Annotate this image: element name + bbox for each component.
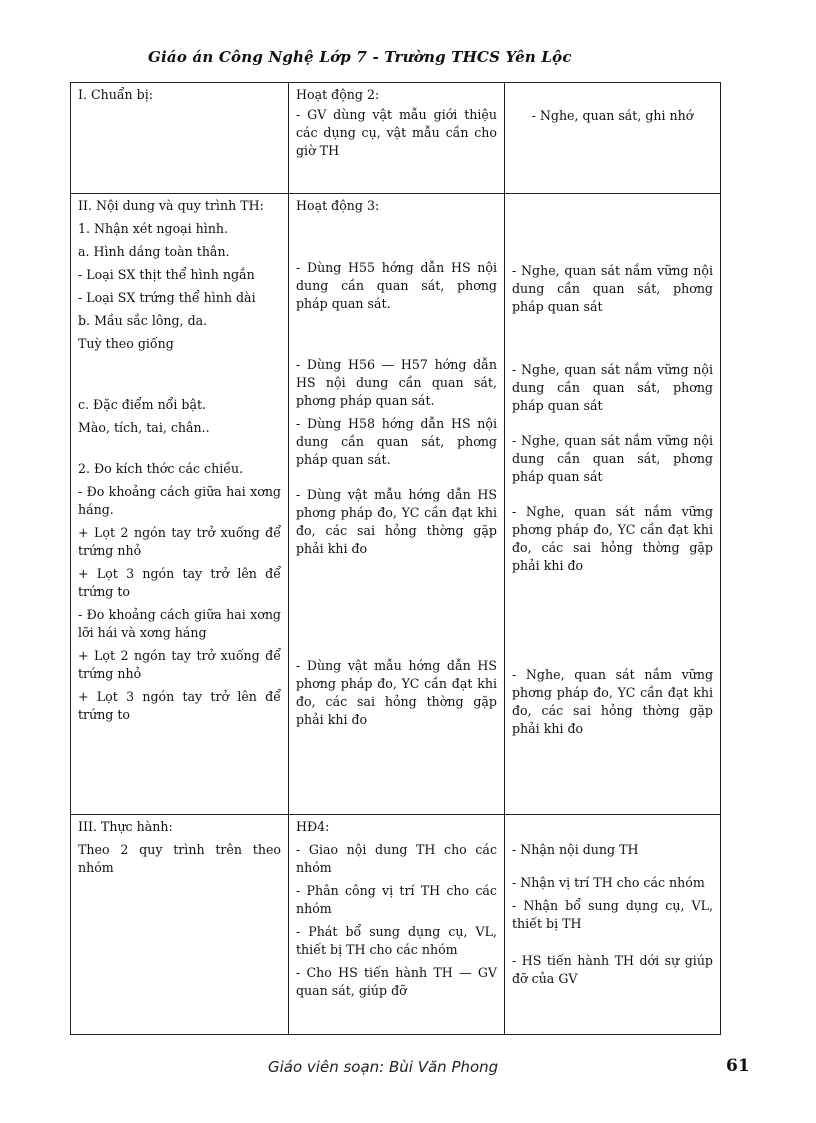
cell-text: c. Đặc điểm nổi bật. [78,397,207,412]
cell-text: I. Chuẩn bị: [78,87,154,102]
table-cell [505,194,721,815]
table-cell [71,815,289,1035]
cell-text: + Lọt 3 ngón tay trở lên để trứng to [78,689,281,722]
cell-text: - Cho HS tiến hành TH — GV quan sát, giúp đỡ [296,965,497,998]
table-cell [289,815,505,1035]
cell-text: - Nhận bổ sung dụng cụ, VL, thiết bị TH [512,898,713,931]
cell-text: a. Hình dáng toàn thân. [78,244,230,259]
page-number: 61 [726,1056,750,1076]
cell-text: - Phát bổ sung dụng cụ, VL, thiết bị TH cho các nhóm [296,924,497,957]
table-cell [71,83,289,194]
cell-text: - Nghe, quan sát nắm vững nội dung cần quan sát, phơng pháp quan sát [512,362,713,413]
cell-text: + Lọt 2 ngón tay trở xuống để trứng nhỏ [78,525,281,558]
cell-text: - Nhận vị trí TH cho các nhóm [512,875,705,890]
table-cell [289,83,505,194]
cell-text: - Loại SX thịt thể hình ngắn [78,267,255,282]
cell-text: - Đo khoảng cách giữa hai xơng háng. [78,484,281,517]
table-cell [71,194,289,815]
cell-text: - Nghe, quan sát nắm vững phơng pháp đo, YC cần đạt khi đo, các sai hỏng thờng gặp phải khi đo [512,667,713,736]
cell-text: - Nghe, quan sát nắm vững nội dung cần quan sát, phơng pháp quan sát [512,263,713,314]
lesson-table [70,82,721,1035]
cell-text: - Nhận nội dung TH [512,842,639,857]
cell-text: Hoạt động 2: [296,87,380,102]
cell-text: - Đo khoảng cách giữa hai xơng lỡi hái và xơng háng [78,607,281,640]
table-row [71,815,721,1035]
cell-text: HĐ4: [296,819,330,834]
cell-text: b. Mầu sắc lông, da. [78,313,208,328]
table-row [71,83,721,194]
cell-text: - Dùng H55 hớng dẫn HS nội dung cần quan sát, phơng pháp quan sát. [296,260,497,311]
table-cell [505,83,721,194]
table-cell [289,194,505,815]
cell-text: 1. Nhận xét ngoại hình. [78,221,229,236]
cell-text: - Giao nội dung TH cho các nhóm [296,842,497,875]
cell-text: - Loại SX trứng thể hình dài [78,290,256,305]
table-cell [505,815,721,1035]
cell-text: Theo 2 quy trình trên theo nhóm [78,842,281,875]
page-header: Giáo án Công Nghệ Lớp 7 - Trường THCS Yên Lộc [148,48,572,66]
cell-text: - GV dùng vật mẫu giới thiệu các dụng cụ, vật mẫu cần cho giờ TH [296,107,497,158]
cell-text: + Lọt 2 ngón tay trở xuống để trứng nhỏ [78,648,281,681]
cell-text: - Dùng vật mẫu hớng dẫn HS phơng pháp đo, YC cần đạt khi đo, các sai hỏng thờng gặp phải khi đo [296,487,497,556]
cell-text: - Nghe, quan sát nắm vững phơng pháp đo, YC cần đạt khi đo, các sai hỏng thờng gặp phải khi đo [512,504,713,573]
table-row [71,194,721,815]
cell-text: - Nghe, quan sát, ghi nhớ [531,108,694,123]
cell-text: + Lọt 3 ngón tay trở lên để trứng to [78,566,281,599]
cell-text: - HS tiến hành TH dới sự giúp đỡ của GV [512,953,713,986]
cell-text: - Dùng H56 — H57 hớng dẫn HS nội dung cần quan sát, phơng pháp quan sát. [296,357,497,408]
cell-text: 2. Đo kích thớc các chiều. [78,461,244,476]
cell-text: II. Nội dung và quy trình TH: [78,198,264,213]
cell-text: Hoạt động 3: [296,198,380,213]
cell-text: III. Thực hành: [78,819,173,834]
cell-text: Mào, tích, tai, chân.. [78,420,210,435]
cell-text: Tuỳ theo giống [78,336,174,351]
cell-text: - Nghe, quan sát nắm vững nội dung cần quan sát, phơng pháp quan sát [512,433,713,484]
page-footer-author: Giáo viên soạn: Bùi Văn Phong [268,1058,499,1076]
cell-text: - Phân công vị trí TH cho các nhóm [296,883,497,916]
cell-text: - Dùng vật mẫu hớng dẫn HS phơng pháp đo, YC cần đạt khi đo, các sai hỏng thờng gặp phải khi đo [296,658,497,727]
cell-text: - Dùng H58 hớng dẫn HS nội dung cần quan sát, phơng pháp quan sát. [296,416,497,467]
